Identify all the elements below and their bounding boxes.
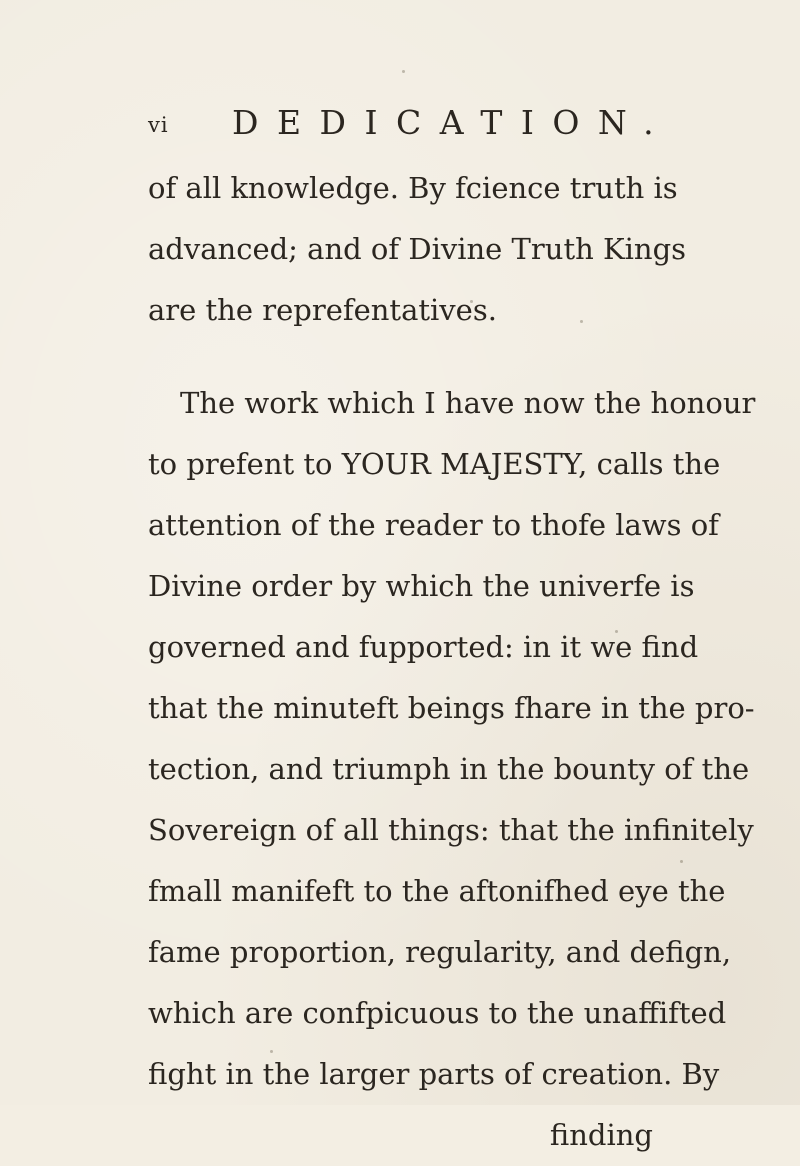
text-line: Sovereign of all things: that the infinitely (148, 813, 754, 847)
paper-speck (680, 860, 683, 863)
body-text (148, 158, 756, 1166)
text-line: governed and fupported: in it we find (148, 630, 699, 664)
text-line: fame proportion, regularity, and defign, (148, 935, 732, 969)
text-line: which are confpicuous to the unaffifted (148, 996, 727, 1030)
running-head: DEDICATION. (232, 103, 673, 142)
paper-speck (402, 70, 405, 73)
text-line: Divine order by which the univerfe is (148, 569, 695, 603)
text-line: are the reprefentatives. (148, 293, 497, 327)
text-line: tection, and triumph in the bounty of the (148, 752, 750, 786)
paragraph-gap (148, 341, 653, 373)
text-line: The work which I have now the honour (180, 386, 756, 420)
text-line: fight in the larger parts of creation. By (148, 1057, 720, 1091)
text-line: that the minuteft beings fhare in the pro- (148, 691, 755, 725)
text-line: of all knowledge. By fcience truth is (148, 171, 678, 205)
text-line: to prefent to YOUR MAJESTY, calls the (148, 447, 721, 481)
paper-speck (270, 1050, 273, 1053)
page-header (0, 103, 800, 143)
text-line: advanced; and of Divine Truth Kings (148, 232, 687, 266)
paper-speck (580, 320, 583, 323)
paper-speck (615, 630, 618, 633)
page-number: vi (148, 113, 169, 137)
text-line: fmall manifeft to the aftonifhed eye the (148, 874, 726, 908)
catchword: finding (549, 1118, 653, 1152)
paper-speck (470, 300, 473, 303)
text-line: attention of the reader to thofe laws of (148, 508, 719, 542)
